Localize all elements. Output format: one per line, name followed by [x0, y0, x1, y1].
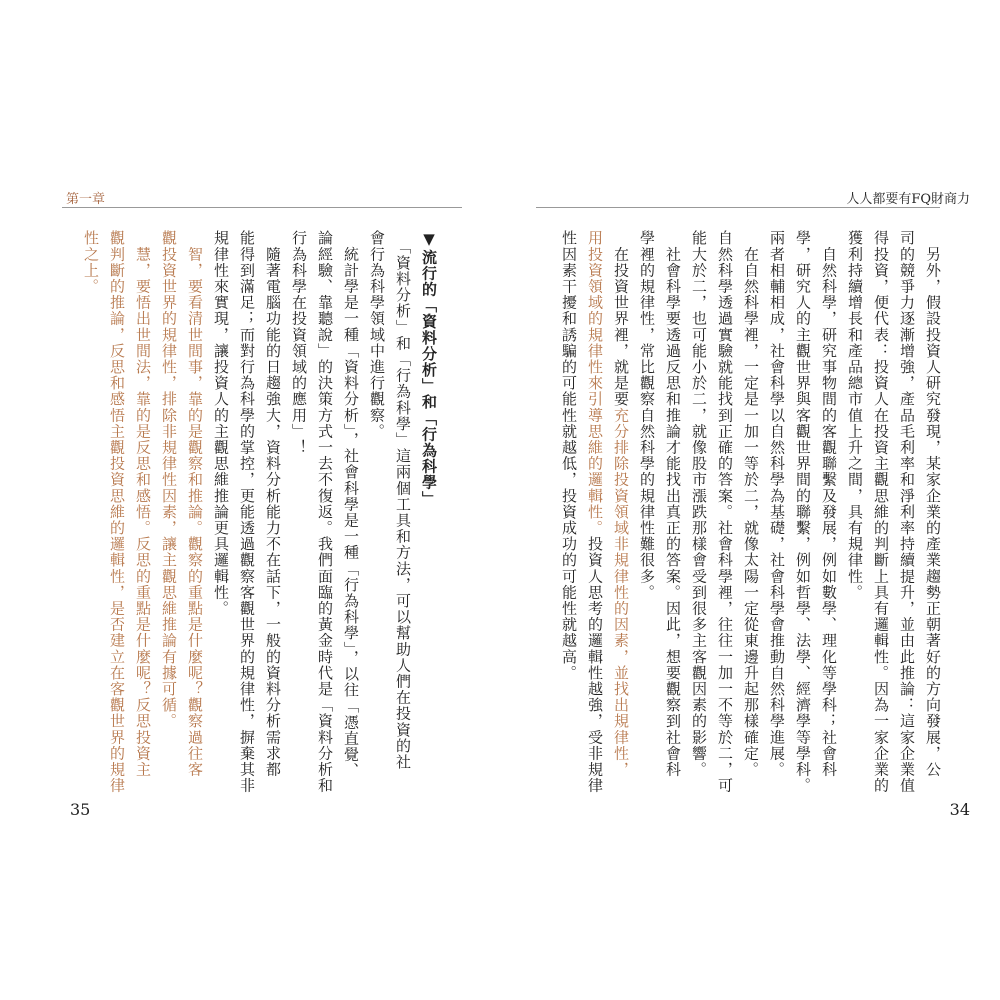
text-column: 能大於二，也可能小於二，就像股市漲跌那樣會受到很多主客觀因素的影響。	[690, 230, 708, 778]
highlighted-column: 性之上。	[82, 230, 100, 295]
highlighted-column: 觀判斷的推論，反思和感悟主觀投資思維的邏輯性，是否建立在客觀世界的規律	[108, 230, 126, 794]
running-header-book-title: 人人都要有FQ財商力	[846, 192, 970, 207]
highlighted-text: 智，要看清世間事，靠的是觀察和推論。	[186, 230, 204, 536]
text-column: 獲利持續增長和產品總市值上升之間，具有規律性。	[846, 230, 864, 601]
text-column: 社會科學要透過反思和推論才能找出真正的答案。因此，想要觀察到社會科	[664, 230, 682, 778]
highlighted-text: 觀察的重點是什麼呢？觀察過往客	[186, 535, 204, 778]
text-column: 學裡的規律性，常比觀察自然科學的規律性難很多。	[638, 230, 656, 601]
text-column: 行為科學在投資領域的應用」！	[290, 230, 308, 456]
text-column: 統計學是一種「資料分析」，社會科學是一種「行為科學」，以往「憑直覺、	[342, 230, 360, 779]
section-heading-text: 流行的「資料分析」和「行為科學」	[420, 249, 438, 507]
text-span: 在投資世界裡，就是要	[612, 230, 630, 408]
text-column: 規律性來實現，讓投資人的主觀思維推論更具邏輯性。	[212, 230, 230, 617]
highlighted-column: 慧，要悟出世間法，靠的是反思和感悟。反思的重點是什麼呢？反思投資主	[134, 230, 152, 778]
highlighted-text: 充分排除投資領域非規律性的因素，並找出規律性，	[612, 407, 630, 778]
page-number-right: 34	[949, 800, 970, 819]
text-column: 另外，假設投資人研究發現，某家企業的產業趨勢正朝著好的方向發展，公	[924, 230, 942, 778]
text-span: 投資人思考的邏輯性越強，受非規律	[586, 535, 604, 794]
text-column: 「資料分析」和「行為科學」這兩個工具和方法，可以幫助人們在投資的社	[394, 230, 412, 770]
highlighted-text: 用投資領域的規律性來引導思維的邏輯性。	[586, 230, 604, 536]
running-header-chapter: 第一章	[66, 192, 106, 207]
text-column: 得投資，便代表：投資人在投資主觀思維的判斷上具有邏輯性。因為一家企業的	[872, 230, 890, 794]
text-column: 能得到滿足；而對行為科學的掌控，更能透過觀察客觀世界的規律性，摒棄其非	[238, 230, 256, 794]
triangle-marker-icon: ▼	[420, 230, 438, 250]
left-page-text	[82, 230, 442, 794]
highlighted-column	[182, 230, 208, 778]
text-column: 學，研究人的主觀世界與客觀世界間的聯繫，例如哲學、法學、經濟學等學科。	[794, 230, 812, 794]
text-column	[608, 230, 634, 778]
text-column: 隨著電腦功能的日趨強大，資料分析能力不在話下，一般的資料分析需求都	[264, 230, 282, 778]
text-column: 司的競爭力逐漸增強，產品毛利率和淨利率持續提升，並由此推論：這家企業值	[898, 230, 916, 794]
text-column: 自然科學，研究事物間的客觀聯繫及發展，例如數學、理化等學科；社會科	[820, 230, 838, 778]
page-number-left: 35	[70, 800, 91, 819]
text-column: 兩者相輔相成，社會科學以自然科學為基礎，社會科學會推動自然科學進展。	[768, 230, 786, 778]
text-column: 性因素干擾和誘騙的可能性就越低，投資成功的可能性就越高。	[560, 230, 578, 681]
text-column: 論經驗、靠聽說」的決策方式一去不復返。我們面臨的黃金時代是「資料分析和	[316, 230, 334, 794]
text-column: 會行為科學領域中進行觀察。	[368, 230, 386, 440]
text-column: 在自然科學裡，一定是一加一等於二，就像太陽一定從東邊升起那樣確定。	[742, 230, 760, 778]
highlighted-column: 觀投資世界的規律性，排除非規律性因素，讓主觀思維推論有據可循。	[160, 230, 178, 730]
text-column: 自然科學透過實驗就能找到正確的答案。社會科學裡，往往一加一不等於二，可	[716, 230, 734, 794]
header-rule-left	[62, 207, 462, 208]
section-heading	[416, 230, 442, 770]
header-rule-right	[536, 207, 940, 208]
text-column	[582, 230, 608, 794]
right-page-text	[560, 230, 946, 794]
